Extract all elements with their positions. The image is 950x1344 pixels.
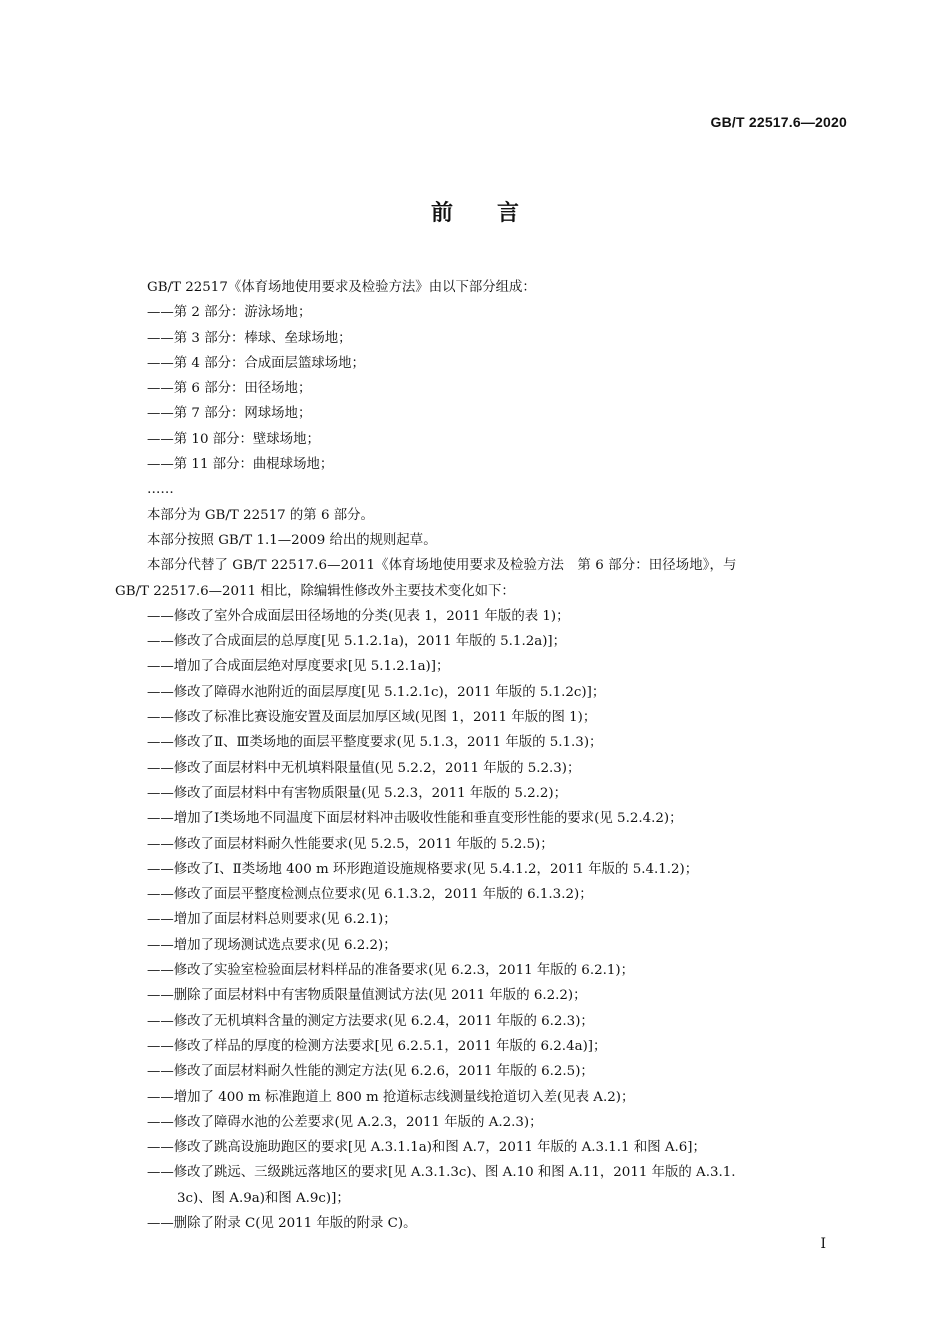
list-item: ——修改了障碍水池附近的面层厚度[见 5.1.2.1c)，2011 年版的 5.1.2c)]；: [147, 684, 606, 700]
list-item: ——修改了样品的厚度的检测方法要求[见 6.2.5.1，2011 年版的 6.2.4a)]；: [147, 1038, 607, 1054]
list-item: ——增加了合成面层绝对厚度要求[见 5.1.2.1a)]；: [147, 659, 450, 675]
list-item: ——删除了附录 C(见 2011 年版的附录 C)。: [147, 1215, 417, 1231]
list-item: ——增加了现场测试选点要求(见 6.2.2)；: [147, 937, 397, 953]
list-item: ——增加了面层材料总则要求(见 6.2.1)；: [147, 912, 397, 928]
paragraph: 本部分为 GB/T 22517 的第 6 部分。: [147, 507, 374, 523]
standard-number: GB/T 22517.6—2020: [710, 114, 847, 130]
paragraph-line: GB/T 22517.6—2011 相比，除编辑性修改外主要技术变化如下：: [115, 583, 515, 599]
list-item: ——修改了面层材料中有害物质限量(见 5.2.3，2011 年版的 5.2.2)；: [147, 785, 568, 801]
page-number: Ⅰ: [820, 1236, 826, 1252]
paragraph-line: 本部分代替了 GB/T 22517.6—2011《体育场地使用要求及检验方法 第 6 部分：田径场地》，与: [147, 558, 737, 574]
list-item: ——修改了面层材料耐久性能要求(见 5.2.5，2011 年版的 5.2.5)；: [147, 836, 554, 852]
list-item: ——第 7 部分：网球场地；: [147, 406, 312, 422]
list-item: [115, 1160, 855, 1211]
list-item: ——修改了面层平整度检测点位要求(见 6.1.3.2，2011 年版的 6.1.3.2)；: [147, 887, 593, 903]
list-item: ——修改了Ⅱ、Ⅲ类场地的面层平整度要求(见 5.1.3，2011 年版的 5.1.3)；: [147, 735, 603, 751]
list-item: ——增加了Ⅰ类场地不同温度下面层材料冲击吸收性能和垂直变形性能的要求(见 5.2.4.2)；: [147, 811, 683, 827]
document-body: [115, 275, 855, 1236]
list-item: ——第 6 部分：田径场地；: [147, 381, 312, 397]
ellipsis: ……: [147, 482, 174, 498]
changes-list: [115, 604, 855, 1236]
paragraph: 本部分按照 GB/T 1.1—2009 给出的规则起草。: [147, 532, 437, 548]
list-item: ——第 11 部分：曲棍球场地；: [147, 457, 334, 473]
list-item: ——修改了跳高设施助跑区的要求[见 A.3.1.1a)和图 A.7，2011 年版的 A.3.1.1 和图 A.6]；: [147, 1140, 706, 1156]
list-item: ——修改了实验室检验面层材料样品的准备要求(见 6.2.3，2011 年版的 6.2.1)；: [147, 963, 634, 979]
list-item-line: ——修改了跳远、三级跳远落地区的要求[见 A.3.1.3c)、图 A.10 和图 A.11，2011 年版的 A.3.1.: [147, 1165, 736, 1181]
page-title: 前言: [430, 201, 563, 226]
list-item: ——修改了面层材料中无机填料限量值(见 5.2.2，2011 年版的 5.2.3)；: [147, 760, 581, 776]
intro-paragraph: GB/T 22517《体育场地使用要求及检验方法》由以下部分组成：: [147, 280, 536, 295]
list-item: ——第 3 部分：棒球、垒球场地；: [147, 330, 352, 346]
list-item: ——第 4 部分：合成面层篮球场地；: [147, 355, 365, 371]
parts-list: [115, 300, 855, 502]
list-item: ——修改了标准比赛设施安置及面层加厚区域(见图 1，2011 年版的图 1)；: [147, 710, 597, 726]
list-item: ——第 2 部分：游泳场地；: [147, 305, 312, 321]
list-item-continuation: 3c)、图 A.9a)和图 A.9c)]；: [177, 1190, 350, 1206]
list-item: ——修改了室外合成面层田径场地的分类(见表 1，2011 年版的表 1)；: [147, 608, 570, 624]
list-item: ——修改了Ⅰ、Ⅱ类场地 400 m 环形跑道设施规格要求(见 5.4.1.2，2011 年版的 5.4.1.2)；: [147, 861, 699, 877]
list-item: ——第 10 部分：壁球场地；: [147, 431, 320, 447]
list-item: ——删除了面层材料中有害物质限量值测试方法(见 2011 年版的 6.2.2)；: [147, 988, 587, 1004]
list-item: ——修改了障碍水池的公差要求(见 A.2.3，2011 年版的 A.2.3)；: [147, 1114, 543, 1130]
list-item: ——修改了面层材料耐久性能的测定方法(见 6.2.6，2011 年版的 6.2.5)；: [147, 1064, 594, 1080]
list-item: ——修改了无机填料含量的测定方法要求(见 6.2.4，2011 年版的 6.2.3)；: [147, 1013, 594, 1029]
list-item: ——增加了 400 m 标准跑道上 800 m 抢道标志线测量线抢道切入差(见表 A.2)；: [147, 1089, 635, 1105]
list-item: ——修改了合成面层的总厚度[见 5.1.2.1a)，2011 年版的 5.1.2a)]；: [147, 634, 567, 650]
